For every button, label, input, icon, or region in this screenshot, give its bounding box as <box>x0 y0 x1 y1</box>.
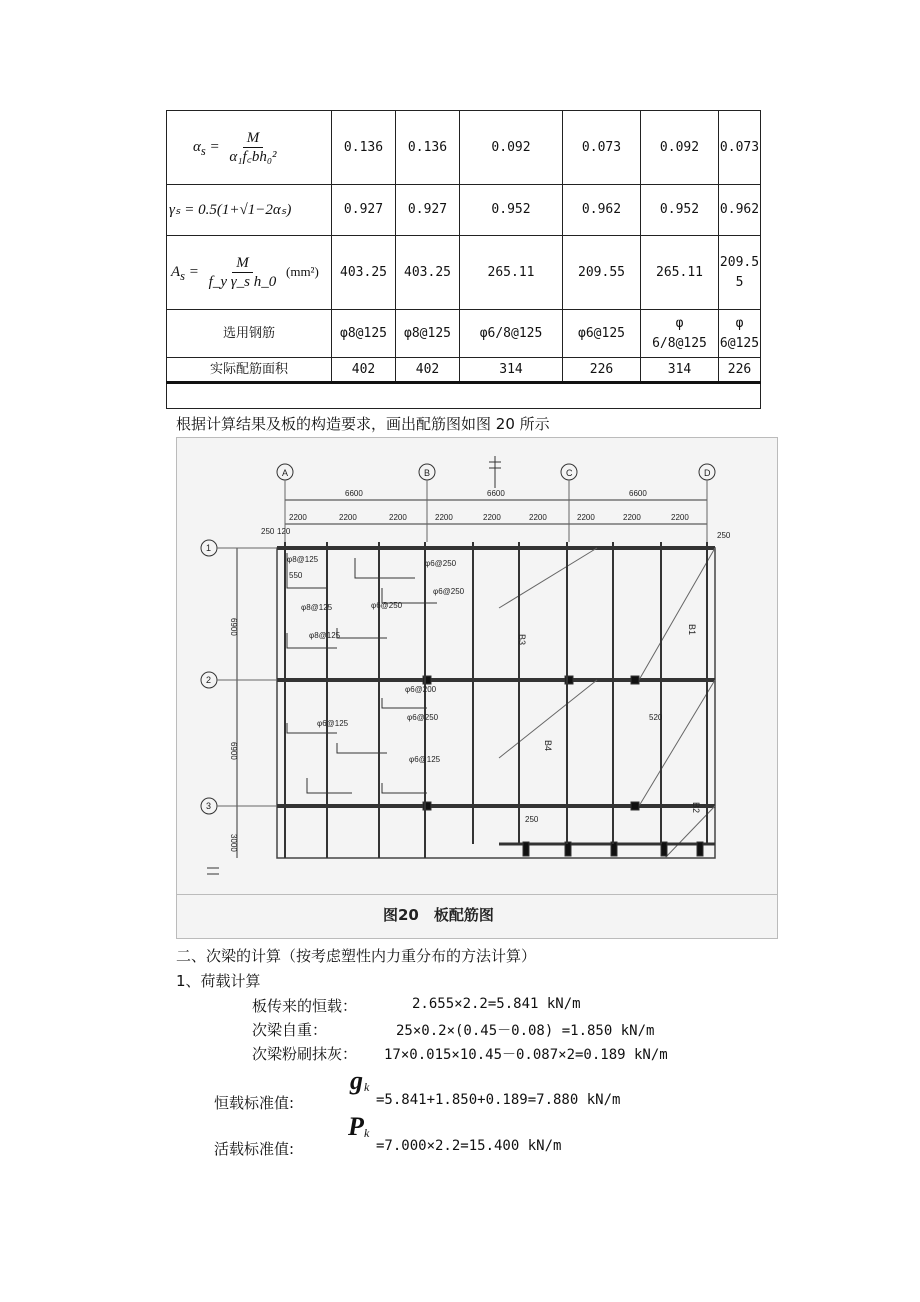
table-cell: 0.073 <box>719 111 761 185</box>
table-cell: φ8@125 <box>396 310 460 358</box>
dimension-label: 6600 <box>487 489 505 498</box>
reinforcement-table <box>166 110 761 409</box>
dimension-label: 2200 <box>483 513 501 522</box>
table-cell: 314 <box>460 358 563 383</box>
table-empty-row <box>167 383 761 409</box>
table-cell: 0.092 <box>641 111 719 185</box>
table-cell: 0.962 <box>719 185 761 236</box>
formula-as: $A_s$ = $\frac{M}{\text{f\_y γ\_s h\_0}}$ (mm²) <box>167 236 332 310</box>
dimension-label: 2200 <box>339 513 357 522</box>
dimension-label: 3000 <box>229 834 238 852</box>
table-row <box>167 185 761 236</box>
pk-symbol: P <box>348 1112 364 1141</box>
formula-alpha-s: $\alpha_s$ = $\frac{M}{\text{α₁f꜀bh₀²}}$ <box>167 111 332 185</box>
dimension-label: 250 <box>525 815 539 824</box>
table-row <box>167 358 761 383</box>
section-title: 二、次梁的计算（按考虑塑性内力重分布的方法计算） <box>176 947 537 965</box>
beam-label: B4 <box>543 740 553 752</box>
gk-symbol: g <box>350 1066 363 1095</box>
intro-text: 根据计算结果及板的构造要求，画出配筋图如图 20 所示 <box>176 415 550 433</box>
load-value: 25×0.2×(0.45－0.08) =1.850 kN/m <box>396 1023 655 1039</box>
dimension-label: 2200 <box>529 513 547 522</box>
table-cell: 0.073 <box>563 111 641 185</box>
pk-value: =7.000×2.2=15.400 kN/m <box>376 1138 562 1154</box>
rebar-label: φ6@125 <box>317 719 349 728</box>
axis-label: 3 <box>206 801 212 811</box>
row-label: 实际配筋面积 <box>167 358 332 383</box>
table-cell: 0.136 <box>396 111 460 185</box>
table-cell: φ6@125 <box>563 310 641 358</box>
beam-label: B1 <box>687 624 697 636</box>
dimension-label: 2200 <box>289 513 307 522</box>
load-value: 17×0.015×10.45－0.087×2=0.189 kN/m <box>384 1047 668 1063</box>
table-cell: 0.136 <box>332 111 396 185</box>
pk-subscript: k <box>364 1126 370 1140</box>
table-cell: φ 6/8@125 <box>641 310 719 358</box>
beam-label: B2 <box>691 802 701 814</box>
load-label: 次梁粉刷抹灰： <box>252 1045 358 1063</box>
row-label: 选用钢筋 <box>167 310 332 358</box>
table-cell: 0.927 <box>332 185 396 236</box>
dimension-label: 2200 <box>435 513 453 522</box>
axis-label: B <box>424 468 431 478</box>
pk-label: 活载标准值: <box>214 1140 295 1158</box>
load-label: 板传来的恒载： <box>252 997 358 1015</box>
rebar-label: φ8@125 <box>287 555 319 564</box>
dimension-label: 2200 <box>389 513 407 522</box>
table-cell: 402 <box>332 358 396 383</box>
table-cell: 0.952 <box>460 185 563 236</box>
table-cell: φ 6@125 <box>719 310 761 358</box>
rebar-label: φ8@125 <box>309 631 341 640</box>
dimension-label: 6600 <box>629 489 647 498</box>
dimension-label: 6900 <box>229 618 238 636</box>
table-cell: 403.25 <box>332 236 396 310</box>
rebar-label: φ6@125 <box>409 755 441 764</box>
table-row <box>167 383 761 409</box>
table-cell: 226 <box>563 358 641 383</box>
rebar-label: φ8@125 <box>301 603 333 612</box>
load-value: 2.655×2.2=5.841 kN/m <box>412 996 581 1012</box>
rebar-label: φ6@250 <box>425 559 457 568</box>
slab-reinforcement-figure <box>176 437 778 939</box>
gk-label: 恒载标准值: <box>214 1094 295 1112</box>
axis-label: C <box>566 468 573 478</box>
dimension-label: 250 <box>717 531 731 540</box>
table-row <box>167 236 761 310</box>
gk-subscript: k <box>364 1080 370 1094</box>
table-cell: φ8@125 <box>332 310 396 358</box>
dimension-label: 250 <box>261 527 275 536</box>
caption-divider <box>177 894 777 895</box>
table-cell: φ6/8@125 <box>460 310 563 358</box>
dimension-label: 6900 <box>229 742 238 760</box>
dimension-label: 120 <box>277 527 291 536</box>
reinforcement-drawing <box>177 438 777 938</box>
dimension-label: 2200 <box>623 513 641 522</box>
table-cell: 209.55 <box>563 236 641 310</box>
table-cell: 402 <box>396 358 460 383</box>
dimension-label: 2200 <box>577 513 595 522</box>
figure-caption: 图20 板配筋图 <box>383 906 494 924</box>
dimension-label: 520 <box>649 713 663 722</box>
rebar-label: φ6@250 <box>407 713 439 722</box>
table-cell: 265.11 <box>460 236 563 310</box>
dimension-label: 550 <box>289 571 303 580</box>
axis-label: 1 <box>206 543 212 553</box>
beam-label: B3 <box>517 634 527 646</box>
table-cell: 0.962 <box>563 185 641 236</box>
formula-gamma-s: γₛ = 0.5(1+√1−2αₛ) <box>167 185 332 236</box>
table-cell: 226 <box>719 358 761 383</box>
table-row <box>167 111 761 185</box>
axis-label: A <box>282 468 289 478</box>
rebar-label: φ6@200 <box>405 685 437 694</box>
table-cell: 209.5 5 <box>719 236 761 310</box>
table-cell: 0.927 <box>396 185 460 236</box>
rebar-label: φ6@250 <box>371 601 403 610</box>
table-cell: 403.25 <box>396 236 460 310</box>
table-row <box>167 310 761 358</box>
table-cell: 0.092 <box>460 111 563 185</box>
table-cell: 265.11 <box>641 236 719 310</box>
axis-label: D <box>704 468 711 478</box>
dimension-label: 2200 <box>671 513 689 522</box>
axis-label: 2 <box>206 675 212 685</box>
gk-value: =5.841+1.850+0.189=7.880 kN/m <box>376 1092 621 1108</box>
table-cell: 314 <box>641 358 719 383</box>
load-label: 次梁自重： <box>252 1021 328 1039</box>
dimension-label: 6600 <box>345 489 363 498</box>
subsection-title: 1、荷载计算 <box>176 972 261 990</box>
table-cell: 0.952 <box>641 185 719 236</box>
rebar-label: φ6@250 <box>433 587 465 596</box>
